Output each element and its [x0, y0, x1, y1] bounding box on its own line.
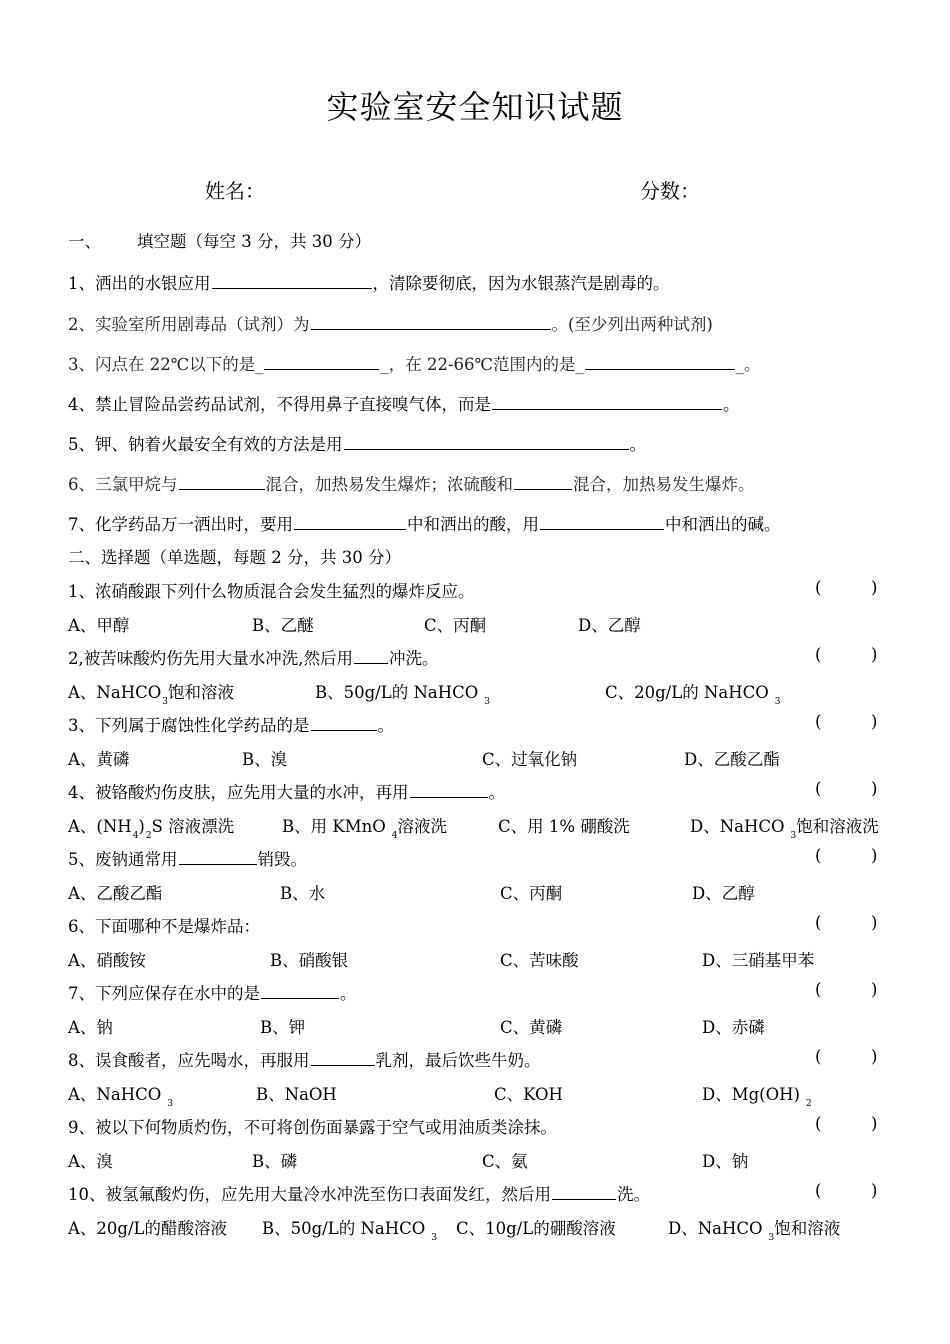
answer-blank[interactable]: [540, 513, 664, 530]
option-d[interactable]: D、乙醇: [578, 616, 641, 635]
answer-parentheses[interactable]: ( ): [815, 1181, 878, 1200]
fill-question-5: 5、钾、钠着火最安全有效的方法是用 。: [68, 435, 646, 454]
option-c[interactable]: C、KOH: [494, 1085, 563, 1104]
choice-question-1: 1、浓硝酸跟下列什么物质混合会发生猛烈的爆炸反应。: [68, 582, 475, 601]
option-c[interactable]: C、10g/L的硼酸溶液: [456, 1219, 616, 1238]
section1-number: 一、: [68, 232, 101, 251]
choice-question-9: 9、被以下何物质灼伤，不可将创伤面暴露于空气或用油质类涂抹。: [68, 1118, 557, 1137]
option-b[interactable]: B、NaOH: [256, 1085, 337, 1104]
option-a[interactable]: A、NaHCO $_3$: [68, 1085, 173, 1109]
option-c[interactable]: C、20g/L的 NaHCO $_3$: [605, 683, 781, 707]
score-label: 分数：: [640, 179, 700, 203]
fill-question-7: 7、化学药品万一洒出时，要用 中和洒出的酸，用 中和洒出的碱。: [68, 515, 781, 534]
option-a[interactable]: A、$(NH_4)_2S$ 溶液漂洗: [68, 817, 235, 841]
option-a[interactable]: A、乙酸乙酯: [68, 884, 163, 903]
option-d[interactable]: D、钠: [702, 1152, 749, 1171]
option-d[interactable]: D、NaHCO $_3$饱和溶液洗: [690, 817, 879, 841]
section1-title: 填空题（每空 3 分，共 30 分）: [137, 232, 371, 251]
option-c[interactable]: C、丙酮: [500, 884, 563, 903]
choice-question-8: 8、误食酸者，应先喝水，再服用 乳剂，最后饮些牛奶。: [68, 1051, 541, 1070]
answer-blank[interactable]: [261, 982, 339, 999]
choice-question-10: 10、被氢氟酸灼伤，应先用大量冷水冲洗至伤口表面发红，然后用 洗。: [68, 1185, 650, 1204]
option-a[interactable]: A、甲醇: [68, 616, 130, 635]
option-b[interactable]: B、磷: [252, 1152, 298, 1171]
answer-parentheses[interactable]: ( ): [815, 1114, 878, 1133]
answer-blank[interactable]: [514, 473, 572, 490]
answer-blank[interactable]: [344, 433, 629, 450]
answer-parentheses[interactable]: ( ): [815, 913, 878, 932]
answer-parentheses[interactable]: ( ): [815, 779, 878, 798]
choice-question-5: 5、废钠通常用 销毁。: [68, 850, 307, 869]
option-b[interactable]: B、乙醚: [252, 616, 314, 635]
answer-parentheses[interactable]: ( ): [815, 846, 878, 865]
page-title: 实验室安全知识试题: [326, 88, 624, 126]
option-b[interactable]: B、50g/L的 NaHCO $_3$: [315, 683, 490, 707]
option-c[interactable]: C、丙酮: [424, 616, 487, 635]
answer-blank[interactable]: [294, 513, 406, 530]
option-b[interactable]: B、用 KMnO $_4$溶液洗: [282, 817, 447, 841]
answer-blank[interactable]: [311, 313, 551, 330]
option-a[interactable]: A、溴: [68, 1152, 113, 1171]
answer-blank[interactable]: [410, 781, 488, 798]
option-c[interactable]: C、黄磷: [500, 1018, 563, 1037]
option-d[interactable]: D、赤磷: [702, 1018, 765, 1037]
choice-question-2: 2,被苦味酸灼伤先用大量水冲洗,然后用 冲洗。: [68, 649, 439, 668]
answer-blank[interactable]: [311, 714, 377, 731]
option-b[interactable]: B、水: [280, 884, 326, 903]
option-c[interactable]: C、过氧化钠: [482, 750, 578, 769]
answer-blank[interactable]: [552, 1183, 616, 1200]
fill-question-1: 1、洒出的水银应用 ，清除要彻底，因为水银蒸汽是剧毒的。: [68, 274, 670, 293]
option-a[interactable]: A、硝酸铵: [68, 951, 146, 970]
answer-parentheses[interactable]: ( ): [815, 645, 878, 664]
answer-parentheses[interactable]: ( ): [815, 578, 878, 597]
option-d[interactable]: D、Mg(OH) $_2$: [702, 1085, 812, 1109]
name-label: 姓名：: [205, 179, 265, 203]
choice-question-4: 4、被铬酸灼伤皮肤，应先用大量的水冲，再用 。: [68, 783, 505, 802]
answer-blank[interactable]: [212, 272, 372, 289]
section2-heading: 二、选择题（单选题，每题 2 分，共 30 分）: [68, 548, 401, 567]
fill-question-3: 3、闪点在 22℃以下的是_ _，在 22-66℃范围内的是_ _。: [68, 355, 761, 374]
option-a[interactable]: A、20g/L的醋酸溶液: [68, 1219, 227, 1238]
option-d[interactable]: D、乙醇: [692, 884, 755, 903]
answer-blank[interactable]: [179, 473, 265, 490]
fill-question-2: 2、实验室所用剧毒品（试剂）为 。(至少列出两种试剂): [68, 315, 713, 334]
option-c[interactable]: C、氨: [482, 1152, 528, 1171]
option-b[interactable]: B、溴: [242, 750, 288, 769]
answer-parentheses[interactable]: ( ): [815, 1047, 878, 1066]
option-b[interactable]: B、钾: [260, 1018, 306, 1037]
fill-question-4: 4、禁止冒险品尝药品试剂，不得用鼻子直接嗅气体，而是 。: [68, 395, 740, 414]
answer-blank[interactable]: [354, 647, 388, 664]
answer-parentheses[interactable]: ( ): [815, 712, 878, 731]
answer-blank[interactable]: [492, 393, 722, 410]
fill-question-6: 6、三氯甲烷与 混合，加热易发生爆炸；浓硫酸和 混合，加热易发生爆炸。: [68, 475, 755, 494]
answer-blank[interactable]: [311, 1049, 375, 1066]
option-d[interactable]: D、三硝基甲苯: [702, 951, 815, 970]
choice-question-6: 6、下面哪种不是爆炸品：: [68, 917, 260, 936]
option-d[interactable]: D、NaHCO $_3$饱和溶液: [668, 1219, 841, 1243]
answer-blank[interactable]: [179, 848, 257, 865]
choice-question-3: 3、下列属于腐蚀性化学药品的是 。: [68, 716, 394, 735]
option-c[interactable]: C、用 1% 硼酸洗: [498, 817, 630, 836]
answer-blank[interactable]: [264, 353, 379, 370]
option-b[interactable]: B、50g/L的 NaHCO $_3$: [262, 1219, 437, 1243]
choice-question-7: 7、下列应保存在水中的是 。: [68, 984, 357, 1003]
section1-heading: [68, 228, 371, 252]
answer-blank[interactable]: [585, 353, 735, 370]
option-a[interactable]: A、NaHCO$_3$饱和溶液: [68, 683, 234, 707]
option-b[interactable]: B、硝酸银: [270, 951, 349, 970]
option-c[interactable]: C、苦味酸: [500, 951, 579, 970]
answer-parentheses[interactable]: ( ): [815, 980, 878, 999]
option-a[interactable]: A、黄磷: [68, 750, 130, 769]
option-d[interactable]: D、乙酸乙酯: [684, 750, 780, 769]
option-a[interactable]: A、钠: [68, 1018, 113, 1037]
